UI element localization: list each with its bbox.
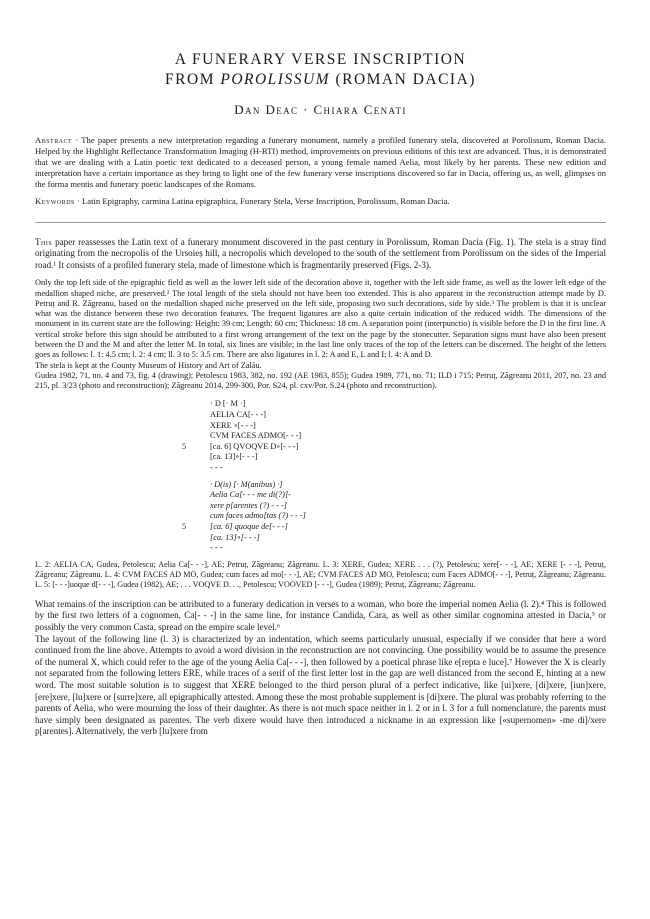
- edition-line: [182, 410, 606, 421]
- intro-paragraph: [35, 237, 606, 271]
- line-text: [ca. 13]∘[- - -]: [210, 532, 260, 542]
- line-text: · D(is) [· M(anibus) ·]: [210, 479, 283, 489]
- section-divider: [35, 222, 606, 223]
- edition-line: [182, 543, 606, 554]
- edition-line: [182, 490, 606, 501]
- epigraphic-edition: [182, 399, 606, 553]
- edition-line: [182, 522, 606, 533]
- edition-line: [182, 442, 606, 453]
- abstract-label: Abstract: [35, 135, 73, 145]
- line-text: XERE ∘[- - -]: [210, 420, 256, 430]
- keywords-text: · Latin Epigraphy, carmina Latina epigraphica, Funerary Stela, Verse Inscription, Porolissum, Roman Dacia.: [74, 196, 450, 206]
- line-text: AELIA CA[- - -]: [210, 410, 266, 420]
- edition-line: [182, 463, 606, 474]
- commentary-paragraph-1: What remains of the inscription can be attributed to a funerary dedication in verses to a woman, who bore the imperial nomen Aelia (l. 2).⁴ This is followed by the first two letters of a cognomen, Ca[- - -] in the same line, for instance Candida, Cara, as well as other similar cognomina attested in Dacia,⁵ or possibly the very common Casta, spread on the empire scale level.⁶: [35, 598, 606, 632]
- keywords: [35, 196, 606, 207]
- monument-description: [35, 278, 606, 391]
- line-text: [ca. 6] QVOQVE D∘[- - -]: [210, 441, 299, 451]
- edition-line: [182, 452, 606, 463]
- edition-line: [182, 399, 606, 410]
- diplomatic-transcription: [182, 399, 606, 473]
- title-line-2-prefix: FROM: [165, 71, 221, 88]
- line-text: [ca. 13]∘[- - -]: [210, 452, 258, 462]
- line-text: - - -: [210, 463, 223, 473]
- edition-line: [182, 501, 606, 512]
- line-text: cum faces admo[tas (?) - - -]: [210, 511, 306, 521]
- title-line-2: [35, 70, 606, 90]
- title-place-name: POROLISSUM: [220, 71, 331, 88]
- bibliography: Gudea 1982, 71, no. 4 and 73, fig. 4 (drawing); Petolescu 1983, 382, no. 192 (AE 1983, 855); Gudea 1989, 771, no. 71; ILD i 715; Petruț, Zăgreanu 2011, 207, no. 23 and 215, pl. 3/23 (photo and reconstruction); Zăgreanu 2014, 299-300, Por. S24, pl. cxv/Por. S.24 (photo and reconstruction).: [35, 370, 606, 391]
- article-title: [35, 50, 606, 90]
- abstract: [35, 135, 606, 190]
- description-paragraph: Only the top left side of the epigraphic field as well as the lower left side of the decoration above it, together with the left side frame, as well as the lower left edge of the medallion shaped niche, are preserved.² The total length of the stela should not have been too extended. This is also apparent in the reconstruction attempt made by D. Petruț and R. Zăgreanu, based on the medallion shaped niche preserved on the left side, proposing two such decorations, side by side.³ The problem is that it is unclear what was the distance between these two decoration features. The frequent ligatures are also a quite certain indication of the reduced width. The dimensions of the monument in its current state are the following: Height: 39 cm; Length: 60 cm; Thickness: 18 cm. A separation point (interpunctio) is visible before the D in the first line. A vertical stroke before this sign should be attributed to a first wrong arrangement of the text on the page by the stonecutter. Separation signs must have also been present between the D and the M and after the letter M. In total, six lines are visible; in the last line only traces of the top of the letters can be discerned. The height of the letters goes as follows: l. 1: 4.5 cm; l. 2: 4 cm; ll. 3 to 5: 3.5 cm. There are also ligatures in l. 2: A and E, L and I; l. 4: A and D.: [35, 278, 606, 360]
- line-text: xere p[arentes (?) - - -]: [210, 500, 288, 510]
- edition-line: [182, 511, 606, 522]
- commentary: [35, 599, 606, 738]
- line-text: CVM FACES ADMO[- - -]: [210, 431, 302, 441]
- intro-text: paper reassesses the Latin text of a funerary monument discovered in the past century in Porolissum, Roman Dacia (Fig. 1). The stela is a stray find originating from the necropolis of the Ursoieș hill, a necropolis which developed to the south of the settlement from Porolissum on the sides of the Imperial road.¹ It consists of a profiled funerary stela, made of limestone which is fragmentarily preserved (Figs. 2-3).: [35, 237, 606, 270]
- title-line-2-suffix: (ROMAN DACIA): [330, 71, 476, 88]
- edition-line: [182, 431, 606, 442]
- line-text: [ca. 6] quoque de[- - -]: [210, 522, 288, 532]
- commentary-paragraph-2: The layout of the following line (l. 3) is characterized by an indentation, which seems particularly unusual, especially if we consider that here a word continued from the line above. Attempts to avoid a word division in the reconstruction are not convincing. One possibility would be to assume the presence of the numeral X, which could refer to the age of the young Aelia Ca[- - -], then followed by a poetical phrase like e[repta e luce].⁷ However the X is clearly not separated from the following letters ERE, while traces of a serif of the first letter lost in the gap are well distanced from the second E, hinting at a new word. The most suitable solution is to suggest that XERE belonged to the third person plural of a perfect indicative, like [ui]xere, [di]xere, [iun]xere, [ere]xere, [lu]xere or [surre]xere, all epigraphically attested. Among these the most probable supplement is [di]xere. The plural was probably referring to the parents of Aelia, who were mourning the loss of their daughter. As there is not much space neither in l. 2 or in l. 3 for a full nomenclature, the parents must have simply been designated as parentes. The verb dixere would have then introduced a nickname in an expression like [«supernomen» -me di]/xere p[arentes]. Alternatively, the verb [lu]xere from: [35, 633, 606, 737]
- interpretive-transcription: [182, 480, 606, 554]
- title-line-1: A FUNERARY VERSE INSCRIPTION: [174, 51, 467, 68]
- museum-location: The stela is kept at the County Museum of History and Art of Zalău.: [35, 360, 262, 370]
- intro-lead-word: This: [35, 237, 53, 247]
- abstract-text: · The paper presents a new interpretation regarding a funerary monument, namely a profiled funerary stela, discovered at Porolissum, Roman Dacia. Helped by the Highlight Reflectance Transformation Imaging (H-RTI) method, improvements on previous editions of this text are advanced. Thus, it is demonstrated that we are dealing with a Latin poetic text dedicated to a deceased person, a young female named Aelia, most likely by her parents. These new edition and interpretation have a certain importance as they bring to light one of the few funerary verse inscriptions discovered so far in Dacia, offering us, as well, glimpses on the forma mentis and funerary poetic landscapes of the Romans.: [35, 135, 606, 189]
- edition-line: [182, 533, 606, 544]
- line-text: Aelia Ca[- - - me di(?)]-: [210, 490, 291, 500]
- line-text: - - -: [210, 543, 223, 553]
- author-names: Dan Deac · Chiara Cenati: [234, 102, 407, 117]
- line-text: · D [· M ·]: [210, 399, 246, 409]
- keywords-label: Keywords: [35, 196, 75, 206]
- edition-line: [182, 421, 606, 432]
- edition-line: [182, 480, 606, 491]
- line-number: 5: [182, 522, 187, 532]
- line-number: 5: [182, 441, 187, 451]
- critical-apparatus: L. 2: AELIA CA, Gudea, Petolescu; Aelia Ca[- - -], AE; Petruț, Zăgreanu; Zăgreanu. L. 3: XERE, Gudea; XERE . . . (?), Petolescu; xere[- - -], AE; XERE [- - -], Petruț, Zăgreanu; Zăgreanu. L. 4: CVM FACES AD MO, Gudea; cum faces ad mo[- - -], AE; CVM FACES AD MO, Petolescu; cum Faces ADMO[- - -], Petruț, Zăgreanu; Zăgreanu. L. 5: [- - -]uoque d[- - -], Gudea (1982), AE; . . . VOQVE D. . ., Petolescu; VOOVED [- - -], Gudea (1989); Petruț, Zăgreanu; Zăgreanu.: [35, 559, 606, 590]
